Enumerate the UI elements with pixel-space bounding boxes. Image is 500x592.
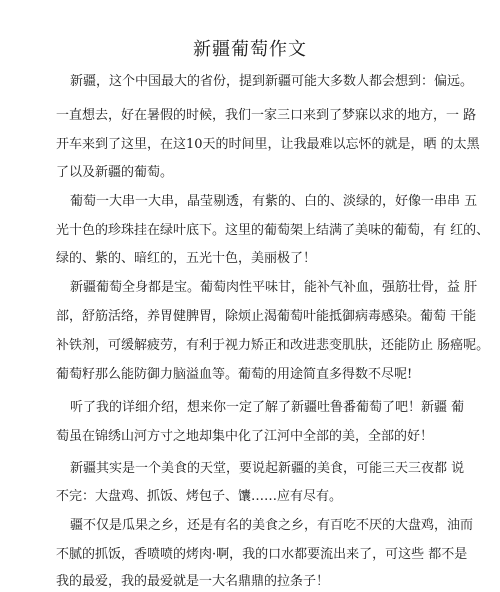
paragraph-3-line-3: 补铁剂，可缓解疲劳，有利于视力矫正和改进悲变肌肤，还能防止 肠癌呢。 — [56, 338, 490, 353]
paragraph-1-line-2: 一直想去，好在暑假的时候，我们一家三口来到了梦寐以求的地方，一 路 — [56, 108, 477, 123]
paragraph-1-line-3: 开车来到了这里，在这10天的时间里，让我最难以忘怀的就是，晒 的太黑 — [56, 137, 480, 152]
paragraph-4-line-2: 萄虽在锦绣山河方寸之地却集中化了江河中全部的美，全部的好！ — [56, 429, 434, 444]
paragraph-3-line-4: 葡萄籽那么能防御力脑溢血等。葡萄的用途简直多得数不尽呢! — [56, 367, 413, 382]
paragraph-5-line-2: 不完：大盘鸡、抓饭、烤包子、馕……应有尽有。 — [56, 489, 343, 504]
document-title: 新疆葡萄作文 — [193, 39, 307, 60]
paragraph-4-line-1: 听了我的详细介绍，想来你一定了解了新疆吐鲁番葡萄了吧！新疆 葡 — [70, 400, 465, 415]
paragraph-5-line-1: 新疆其实是一个美食的天堂，要说起新疆的美食，可能三天三夜都 说 — [70, 461, 465, 476]
paragraph-2-line-3: 绿的、紫的、暗红的，五光十色，美丽极了！ — [56, 251, 317, 266]
paragraph-6-line-2: 不腻的抓饭，香喷喷的烤肉·啊，我的口水都要流出来了，可这些 都不是 — [56, 547, 468, 562]
paragraph-6-line-3: 我的最爱，我的最爱就是一大名鼎鼎的拉条子！ — [56, 574, 330, 589]
paragraph-3-line-1: 新疆葡萄全身都是宝。葡萄肉性平味甘，能补气补血，强筋壮骨，益 肝 — [70, 280, 478, 295]
paragraph-3-line-2: 部，舒筋活络，养胃健脾胃，除烦止渴葡萄叶能抵御病毒感染。葡萄 干能 — [56, 309, 477, 324]
paragraph-1-line-1: 新疆，这个中国最大的省份，提到新疆可能大多数人都会想到：偏远。 — [70, 74, 474, 89]
paragraph-2-line-2: 光十色的珍珠挂在绿叶底下。这里的葡萄架上结满了美味的葡萄，有 红的、 — [56, 223, 490, 238]
paragraph-1-line-4: 了以及新疆的葡萄。 — [56, 165, 174, 180]
paragraph-6-line-1: 疆不仅是瓜果之乡，还是有名的美食之乡，有百吃不厌的大盘鸡，油而 — [70, 518, 474, 533]
paragraph-2-line-1: 葡萄一大串一大串，晶莹剔透，有紫的、白的、淡绿的，好像一串串 五 — [70, 194, 478, 209]
